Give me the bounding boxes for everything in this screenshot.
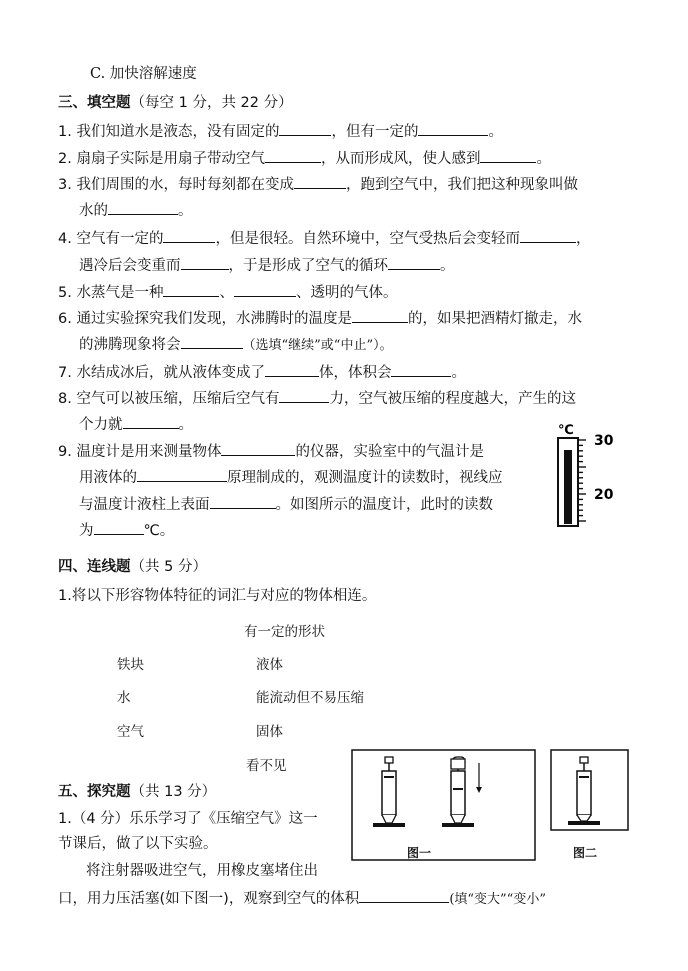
question-5 — [58, 282, 397, 303]
question-text: 水的 — [79, 203, 108, 219]
thermometer-figure — [540, 420, 630, 530]
question-9 — [58, 441, 484, 462]
question-text: 的沸腾现象将会 — [79, 337, 181, 353]
question-7 — [58, 362, 466, 383]
match-object[interactable]: 铁块 — [117, 657, 144, 673]
section4-question-1: 1.将以下形容物体特征的词汇与对应的物体相连。 — [58, 588, 377, 604]
match-feature[interactable]: 能流动但不易压缩 — [256, 690, 364, 706]
answer-blank[interactable] — [163, 282, 219, 297]
question-text: 。如图所示的温度计，此时的读数 — [275, 497, 493, 513]
match-feature[interactable]: 液体 — [256, 657, 283, 673]
question-3 — [58, 174, 578, 195]
answer-blank[interactable] — [480, 148, 536, 163]
answer-blank[interactable] — [123, 414, 179, 429]
question-2 — [58, 148, 551, 169]
question-text: 、 — [219, 285, 234, 301]
question-4-line2 — [79, 255, 455, 276]
question-1 — [58, 121, 503, 142]
question-text: 温度计是用来测量物体 — [76, 444, 222, 460]
question-number: 9. — [58, 444, 72, 460]
question-text: ℃。 — [143, 523, 175, 539]
question-text: 水结成冰后，就从液体变成了 — [76, 365, 265, 381]
thermometer-liquid — [564, 450, 572, 524]
question-text: ，但是很轻。自然环境中，空气受热后会变轻而 — [215, 231, 520, 247]
question-text: 我们知道水是液态，没有固定的 — [76, 124, 280, 140]
question-text: 为 — [79, 523, 94, 539]
answer-blank[interactable] — [388, 255, 440, 270]
question-text: 空气有一定的 — [76, 231, 164, 247]
figure-1-label: 图一 — [407, 846, 432, 860]
answer-blank[interactable] — [520, 228, 576, 243]
answer-blank[interactable] — [359, 888, 449, 903]
question-text: 原理制成的，观测温度计的读数时，视线应 — [227, 470, 503, 486]
answer-blank[interactable] — [279, 121, 331, 136]
answer-blank[interactable] — [265, 148, 321, 163]
question-number: 8. — [58, 391, 72, 407]
question-9-line3 — [79, 494, 493, 515]
section3-title: 三、填空题 — [58, 95, 131, 111]
question-6-line2 — [79, 334, 393, 356]
answer-blank[interactable] — [279, 388, 329, 403]
answer-blank[interactable] — [352, 308, 408, 323]
answer-blank[interactable] — [94, 520, 144, 535]
section5-q1-line2: 节课后，做了以下实验。 — [58, 836, 218, 852]
question-text: 通过实验探究我们发现，水沸腾时的温度是 — [76, 311, 352, 327]
section5-note: （共 13 分） — [130, 784, 217, 800]
question-text: 用液体的 — [79, 470, 137, 486]
answer-blank[interactable] — [181, 334, 243, 349]
question-text: 空气可以被压缩，压缩后空气有 — [76, 391, 280, 407]
question-text: 水蒸气是一种 — [76, 285, 164, 301]
question-text: ， — [575, 231, 591, 247]
question-number: 3. — [58, 177, 72, 193]
question-8 — [58, 388, 576, 409]
question-9-line4 — [79, 520, 174, 541]
question-text: (填“变大”“变小” — [449, 892, 546, 907]
match-object[interactable]: 空气 — [117, 724, 144, 740]
question-4 — [58, 228, 590, 249]
question-text: 、透明的气体。 — [295, 285, 398, 301]
section3-note: （每空 1 分，共 22 分） — [130, 95, 293, 111]
thermometer-ticks — [578, 440, 586, 521]
question-text: 的，如果把酒精灯撤走，水 — [407, 311, 582, 327]
answer-blank[interactable] — [137, 467, 227, 482]
figure-2 — [550, 749, 629, 831]
question-3-line2 — [79, 200, 193, 221]
question-text: 体，体积会 — [318, 365, 392, 381]
match-feature[interactable]: 看不见 — [246, 758, 287, 774]
match-feature[interactable]: 有一定的形状 — [244, 624, 325, 640]
section3-heading — [58, 93, 293, 113]
figure-1 — [351, 749, 536, 861]
option-c: C. 加快溶解速度 — [90, 66, 197, 82]
answer-blank[interactable] — [181, 255, 229, 270]
answer-blank[interactable] — [210, 494, 276, 509]
question-text: 扇扇子实际是用扇子带动空气 — [76, 151, 265, 167]
answer-blank[interactable] — [265, 362, 319, 377]
answer-blank[interactable] — [108, 200, 178, 215]
question-text: ，从而形成风，使人感到 — [320, 151, 481, 167]
section4-title: 四、连线题 — [58, 559, 131, 575]
question-number: 2. — [58, 151, 72, 167]
question-text: 遇冷后会变重而 — [79, 258, 181, 274]
question-text: 个力就 — [79, 417, 123, 433]
question-text: ，于是形成了空气的循环 — [228, 258, 388, 274]
question-8-line2 — [79, 414, 193, 435]
figure-2-label: 图二 — [573, 846, 598, 860]
question-text: ，但有一定的 — [331, 124, 419, 140]
question-text: 我们周围的水，每时每刻都在变成 — [76, 177, 294, 193]
figure-1-frame — [352, 750, 535, 860]
question-text: 。 — [178, 417, 193, 433]
question-text: 。 — [488, 124, 503, 140]
answer-blank[interactable] — [163, 228, 215, 243]
match-object[interactable]: 水 — [117, 690, 131, 706]
question-6 — [58, 308, 582, 329]
answer-blank[interactable] — [391, 362, 451, 377]
match-feature[interactable]: 固体 — [256, 724, 283, 740]
question-text: 与温度计液柱上表面 — [79, 497, 210, 513]
question-text: 。 — [451, 365, 466, 381]
question-text: 的仪器，实验室中的气温计是 — [295, 444, 484, 460]
section5-q1-line4 — [58, 888, 546, 910]
question-number: 1. — [58, 124, 72, 140]
thermometer-tick-30: 30 — [594, 433, 614, 449]
question-text: （选填“继续”或“中止”）。 — [242, 338, 393, 353]
question-number: 7. — [58, 365, 72, 381]
thermometer-unit: ℃ — [558, 423, 574, 438]
section5-q1-line1: 1.（4 分）乐乐学习了《压缩空气》这一 — [58, 811, 318, 827]
question-number: 6. — [58, 311, 72, 327]
question-text: 口，用力压活塞(如下图一)，观察到空气的体积 — [58, 891, 360, 907]
section5-heading — [58, 782, 216, 802]
question-text: ，跑到空气中，我们把这种现象叫做 — [345, 177, 578, 193]
answer-blank[interactable] — [234, 282, 296, 297]
thermometer-tick-20: 20 — [594, 487, 614, 503]
section5-q1-line3: 将注射器吸进空气，用橡皮塞堵住出 — [86, 863, 318, 879]
section4-note: （共 5 分） — [130, 559, 207, 575]
answer-blank[interactable] — [221, 441, 295, 456]
question-text: 。 — [178, 203, 193, 219]
question-text: 力，空气被压缩的程度越大，产生的这 — [329, 391, 576, 407]
question-text: 。 — [536, 151, 551, 167]
question-9-line2 — [79, 467, 503, 488]
answer-blank[interactable] — [294, 174, 346, 189]
section4-heading — [58, 557, 207, 577]
question-number: 4. — [58, 231, 72, 247]
section5-title: 五、探究题 — [58, 784, 131, 800]
answer-blank[interactable] — [418, 121, 488, 136]
question-number: 5. — [58, 285, 72, 301]
question-text: 。 — [440, 258, 455, 274]
